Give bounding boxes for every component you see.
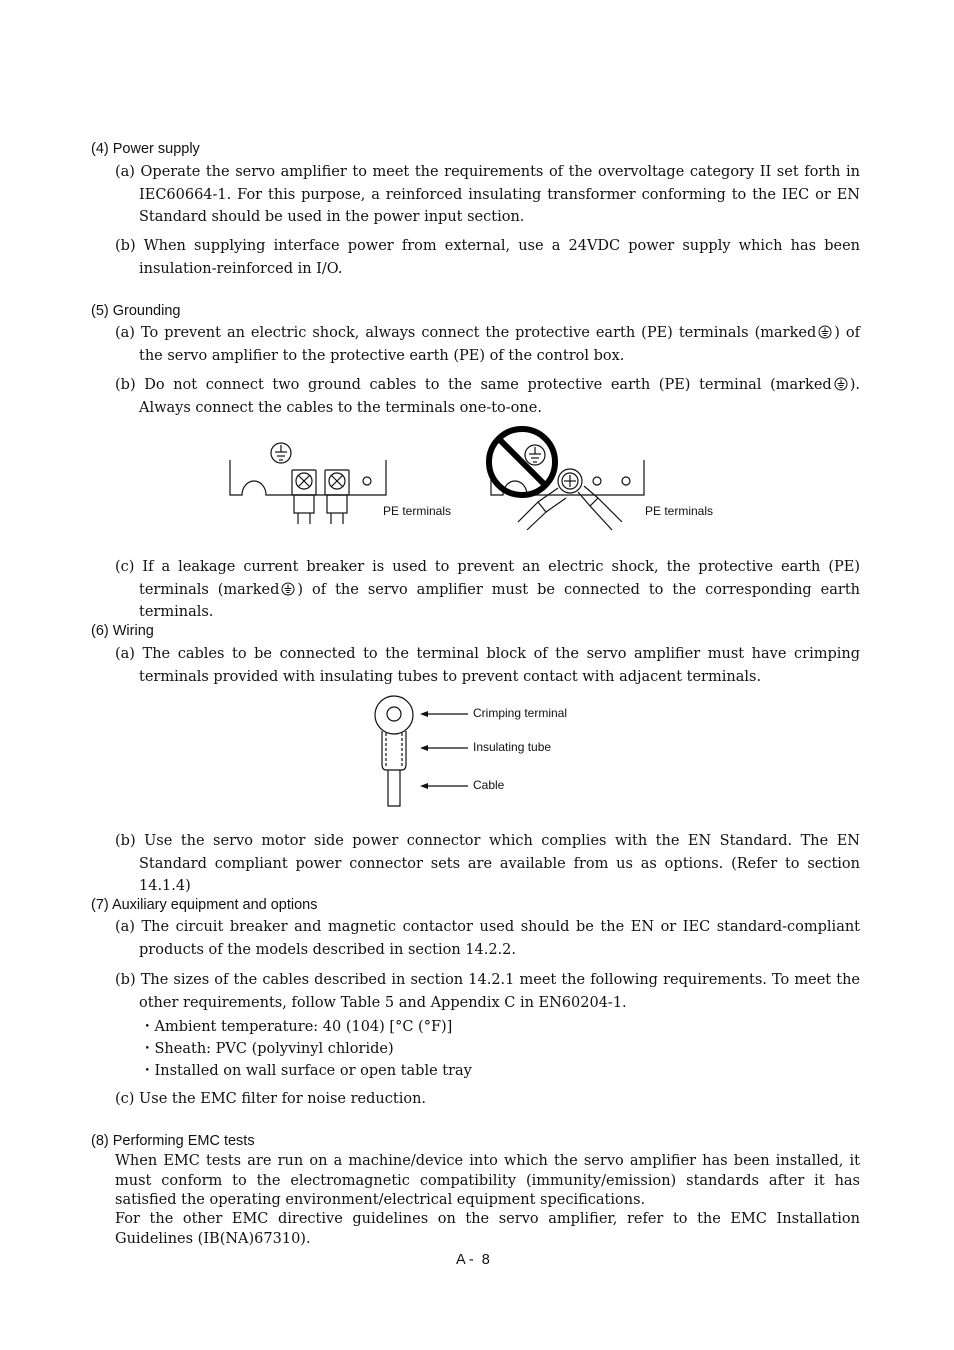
page-number: A - 8 <box>456 1252 490 1268</box>
grounding-c-text-before: (c) If a leakage current breaker is used to prevent an electric shock, the protective earth (PE) terminals (marked <box>115 559 860 598</box>
heading-power-supply: (4) Power supply <box>91 141 200 157</box>
label-cable: Cable <box>473 778 505 792</box>
heading-emc-tests: (8) Performing EMC tests <box>91 1133 255 1149</box>
cable <box>388 770 400 806</box>
heading-wiring: (6) Wiring <box>91 623 154 639</box>
aux-bullet-ambient: ・Ambient temperature: 40 (104) [°C (°F)] <box>140 1019 453 1035</box>
emc-paragraph-2: For the other EMC directive guidelines on the servo amplifier, refer to the EMC Installation Guidelines (IB(NA)67310). <box>115 1211 860 1247</box>
wiring-item-b: (b) Use the servo motor side power connector which complies with the EN Standard. The EN Standard compliant power connector sets are available from us as options. (Refer to section 14.1.4) <box>115 833 860 894</box>
power-supply-item-a: (a) Operate the servo amplifier to meet the requirements of the overvoltage category II set forth in IEC60664-1. For this purpose, a reinforced insulating transformer conforming to the IEC or EN Standard should be used in the power input section. <box>115 164 860 225</box>
grounding-a-text-after: ) of the servo amplifier to the protective earth (PE) of the control box. <box>139 325 860 364</box>
crimping-terminal-ring <box>375 696 413 734</box>
heading-auxiliary-equipment: (7) Auxiliary equipment and options <box>91 897 318 913</box>
wiring-item-a: (a) The cables to be connected to the terminal block of the servo amplifier must have crimping terminals provided with insulating tubes to prevent contact with adjacent terminals. <box>115 646 860 685</box>
grounding-b-text-before: (b) Do not connect two ground cables to the same protective earth (PE) terminal (marked <box>115 377 832 393</box>
label-insulating-tube: Insulating tube <box>473 740 552 754</box>
aux-bullet-sheath: ・Sheath: PVC (polyvinyl chloride) <box>140 1041 394 1057</box>
aux-bullet-installed: ・Installed on wall surface or open table tray <box>140 1063 472 1079</box>
aux-item-b: (b) The sizes of the cables described in section 14.2.1 meet the following requirements. To meet the other requirements, follow Table 5 and Appendix C in EN60204-1. <box>115 972 860 1011</box>
power-supply-item-b: (b) When supplying interface power from external, use a 24VDC power supply which has been insulation-reinforced in I/O. <box>115 238 860 277</box>
pe-terminals-label-right: PE terminals <box>645 504 714 518</box>
grounding-b-text-after: ). Always connect the cables to the terminals one-to-one. <box>139 377 860 416</box>
emc-paragraph-1: When EMC tests are run on a machine/device into which the servo amplifier has been installed, it must conform to the electromagnetic compatibility (immunity/emission) standards after it has satisfied the operating environment/electrical equipment specifications. <box>115 1153 860 1208</box>
pe-terminals-label-left: PE terminals <box>383 504 452 518</box>
aux-item-c: (c) Use the EMC filter for noise reduction. <box>115 1091 427 1107</box>
aux-item-a: (a) The circuit breaker and magnetic contactor used should be the EN or IEC standard-compliant products of the models described in section 14.2.2. <box>115 919 860 958</box>
grounding-a-text-before: (a) To prevent an electric shock, always connect the protective earth (PE) terminals (marked <box>115 325 817 341</box>
grounding-c-text-after: ) of the servo amplifier must be connected to the corresponding earth terminals. <box>139 581 861 620</box>
label-crimping-terminal: Crimping terminal <box>473 706 568 720</box>
heading-grounding: (5) Grounding <box>91 303 181 319</box>
